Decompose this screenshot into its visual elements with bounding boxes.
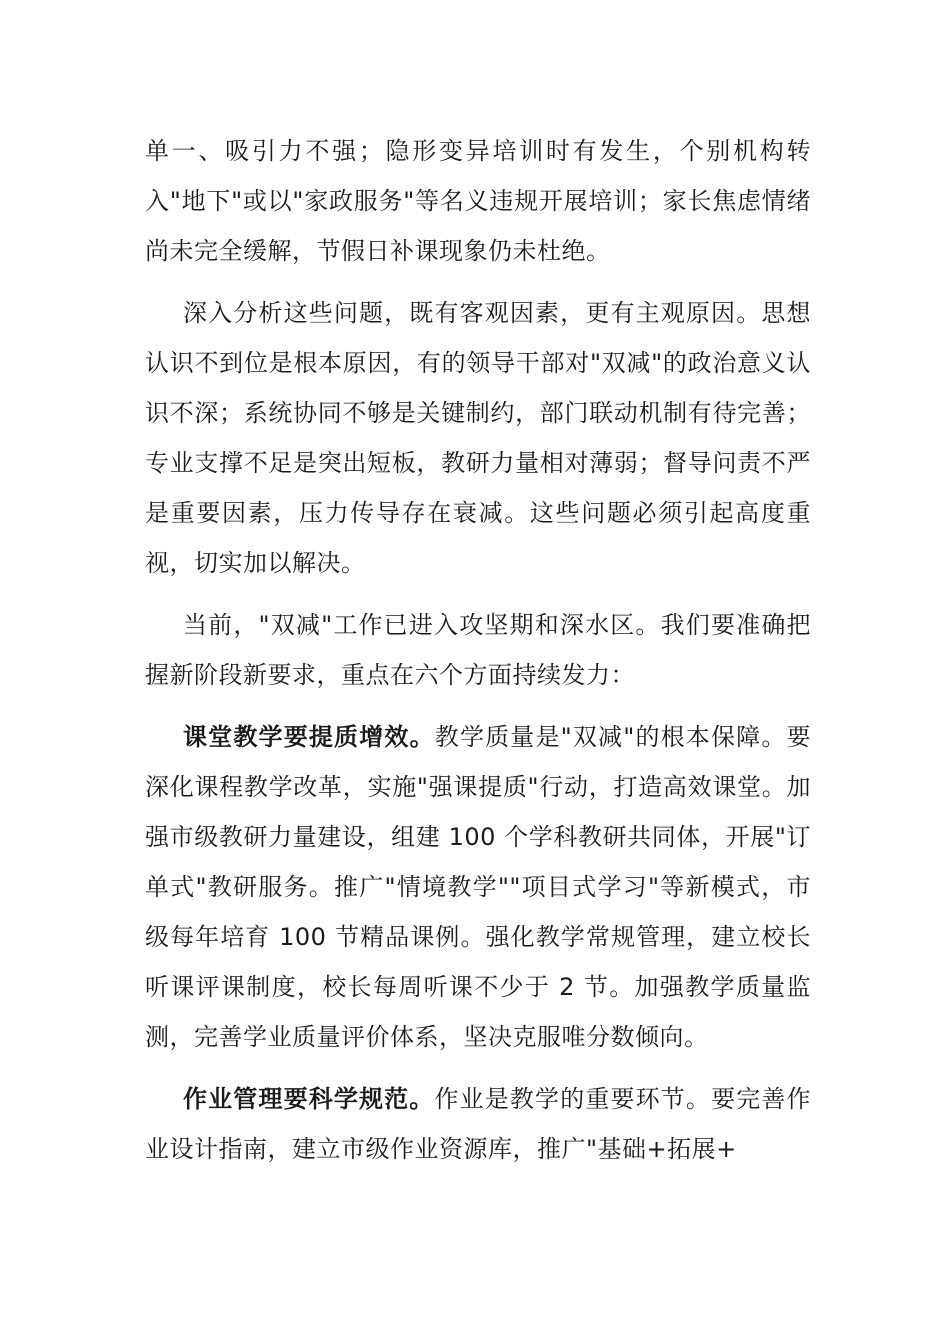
- paragraph-lead-heading: 作业管理要科学规范。: [183, 1085, 435, 1113]
- paragraph-analysis: [145, 288, 811, 588]
- document-body: [145, 126, 811, 1186]
- paragraph-text: 深入分析这些问题，既有客观因素，更有主观原因。思想认识不到位是根本原因，有的领导干部对"双减"的政治意义认识不深；系统协同不够是关键制约，部门联动机制有待完善；专业支撑不足是突出短板，教研力量相对薄弱；督导问责不严是重要因素，压力传导存在衰减。这些问题必须引起高度重视，切实加以解决。: [145, 299, 811, 577]
- paragraph-classroom-teaching: [145, 712, 811, 1062]
- paragraph-text: 教学质量是"双减"的根本保障。要深化课程教学改革，实施"强课提质"行动，打造高效课堂。加强市级教研力量建设，组建 100 个学科教研共同体，开展"订单式"教研服务。推广"情境教学""项目式学习"等新模式，市级每年培育 100 节精品课例。强化教学常规管理，建立校长听课评课制度，校长每周听课不少于 2 节。加强教学质量监测，完善学业质量评价体系，坚决克服唯分数倾向。: [145, 723, 812, 1051]
- paragraph-homework-management: [145, 1074, 811, 1174]
- paragraph-text: 单一、吸引力不强；隐形变异培训时有发生，个别机构转入"地下"或以"家政服务"等名义违规开展培训；家长焦虑情绪尚未完全缓解，节假日补课现象仍未杜绝。: [145, 137, 811, 265]
- paragraph-lead-heading: 课堂教学要提质增效。: [183, 723, 435, 751]
- paragraph-continued: [145, 126, 811, 276]
- paragraph-text: 当前，"双减"工作已进入攻坚期和深水区。我们要准确把握新阶段新要求，重点在六个方面持续发力：: [145, 611, 811, 689]
- paragraph-text: 作业是教学的重要环节。要完善作业设计指南，建立市级作业资源库，推广"基础+拓展+: [145, 1085, 812, 1163]
- paragraph-current-stage: [145, 600, 811, 700]
